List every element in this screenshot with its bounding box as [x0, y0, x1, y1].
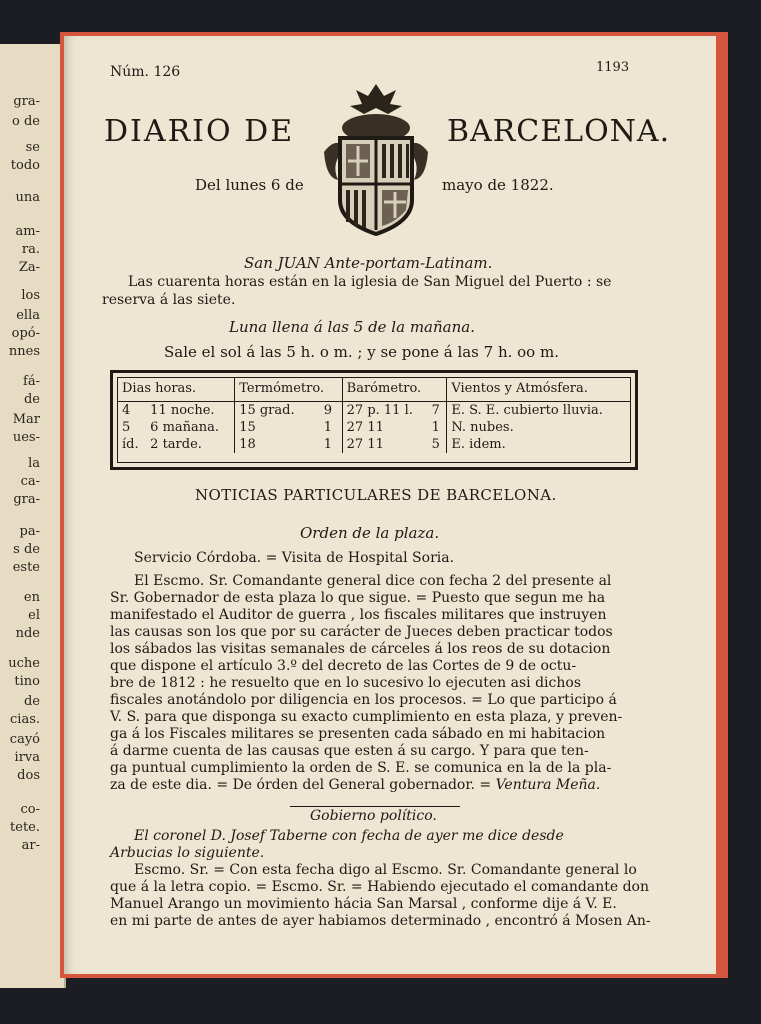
left-page-fragment: ar-	[21, 838, 40, 853]
left-page-fragment: tino	[14, 674, 40, 689]
left-page-fragment: cias.	[10, 712, 40, 727]
left-page-fragment: gra-	[13, 94, 40, 109]
servicio-line: Servicio Córdoba. = Visita de Hospital Soria.	[134, 550, 455, 566]
left-page-fragment: tete.	[10, 820, 40, 835]
page-number: 1193	[596, 60, 630, 75]
saint-of-day: San JUAN Ante-portam-Latinam.	[244, 254, 493, 272]
left-page-fragment: cayó	[9, 732, 40, 747]
weather-pressure-fraction: 1	[431, 420, 440, 435]
weather-hour: 11 noche.	[150, 403, 215, 418]
weather-wind: N. nubes.	[447, 419, 630, 436]
left-page-fragment: Za-	[18, 260, 40, 275]
section-heading-orden: Orden de la plaza.	[300, 524, 440, 542]
left-page-fragment: gra-	[13, 492, 40, 507]
weather-header-barometer: Barómetro.	[342, 378, 447, 402]
weather-header-winds: Vientos y Atmósfera.	[447, 378, 630, 402]
gobierno-body-line: que á la letra copio. = Escmo. Sr. = Habiendo ejecutado el comandante don	[110, 879, 649, 895]
date-weekday: Del lunes 6 de	[195, 176, 304, 194]
orden-body-line: manifestado el Auditor de guerra , los fiscales militares que instruyen	[110, 607, 607, 623]
left-page-fragment: ella	[16, 308, 40, 323]
orden-body-line: Sr. Gobernador de esta plaza lo que sigue. = Puesto que segun me ha	[110, 590, 606, 606]
weather-header-days: Dias horas.	[118, 378, 235, 402]
moon-phase: Luna llena á las 5 de la mañana.	[229, 318, 475, 336]
weather-temp-fraction: 9	[323, 403, 333, 418]
left-page	[0, 44, 66, 988]
orden-body-line: V. S. para que disponga su exacto cumplimiento en esta plaza, y preven-	[110, 709, 623, 725]
weather-hour: 2 tarde.	[150, 437, 202, 452]
forty-hours-line-1: Las cuarenta horas están en la iglesia de San Miguel del Puerto : se	[128, 274, 612, 290]
orden-body-line: ga á los Fiscales militares se presenten cada sábado en mi habitacion	[110, 726, 606, 742]
weather-temp: 15	[235, 419, 320, 436]
weather-wind: E. S. E. cubierto lluvia.	[447, 402, 630, 420]
orden-closing	[110, 777, 600, 793]
left-page-fragment: am-	[15, 224, 40, 239]
left-page-fragment: ra.	[21, 242, 40, 257]
weather-pressure-fraction: 5	[431, 437, 440, 452]
left-page-fragment: el	[28, 608, 40, 623]
newspaper-page	[64, 36, 716, 974]
weather-header-thermometer: Termómetro.	[235, 378, 342, 402]
left-page-fragment: s de	[13, 542, 40, 557]
masthead-title-right: BARCELONA.	[447, 114, 671, 149]
orden-body-line: fiscales anotándolo por diligencia en los procesos. = Lo que participo á	[110, 692, 617, 708]
gobierno-body-line: Manuel Arango un movimiento hácia San Marsal , conforme dije á V. E.	[110, 896, 617, 912]
orden-body-line: las causas son los que por su carácter de Jueces deben practicar todos	[110, 624, 613, 640]
sunrise-sunset: Sale el sol á las 5 h. o m. ; y se pone á las 7 h. oo m.	[164, 343, 559, 361]
weather-temp: 18	[235, 436, 320, 453]
weather-pressure-fraction: 7	[431, 403, 440, 418]
section-heading-gobierno: Gobierno político.	[310, 808, 437, 824]
forty-hours-line-2: reserva á las siete.	[102, 292, 236, 308]
left-page-fragment: se	[25, 140, 40, 155]
orden-body-line: á darme cuenta de las causas que esten á su cargo. Y para que ten-	[110, 743, 589, 759]
section-divider	[290, 806, 460, 807]
masthead-title-left: DIARIO DE	[104, 114, 295, 149]
left-page-fragment: o de	[12, 114, 40, 129]
coat-of-arms-icon	[316, 82, 436, 240]
weather-pressure: 27 p. 11 l.	[342, 402, 428, 420]
orden-body-line: ga puntual cumplimiento la orden de S. E. se comunica en la de la pla-	[110, 760, 612, 776]
left-page-fragment: ca-	[20, 474, 40, 489]
left-page-fragment: todo	[10, 158, 40, 173]
weather-temp-fraction: 1	[323, 437, 333, 452]
left-page-fragment: una	[15, 190, 40, 205]
gobierno-body-line: Escmo. Sr. = Con esta fecha digo al Escmo. Sr. Comandante general lo	[134, 862, 637, 878]
orden-body-line: bre de 1812 : he resuelto que en lo sucesivo lo ejecuten asi dichos	[110, 675, 582, 691]
left-page-fragment: la	[28, 456, 40, 471]
gobierno-body-line: Arbucias lo siguiente.	[110, 845, 265, 861]
left-page-fragment: Mar	[12, 412, 40, 427]
orden-body-line: los sábados las visitas semanales de cárceles á los reos de su dotacion	[110, 641, 611, 657]
left-page-fragment: pa-	[19, 524, 40, 539]
weather-row	[118, 419, 630, 436]
weather-day: 4	[122, 403, 131, 418]
left-page-fragment: de	[23, 694, 40, 709]
section-heading-noticias: NOTICIAS PARTICULARES DE BARCELONA.	[195, 486, 557, 504]
left-page-fragment: nnes	[8, 344, 40, 359]
left-page-fragment: uche	[8, 656, 40, 671]
orden-signature: Ventura Meña.	[495, 777, 601, 793]
gobierno-body-line: El coronel D. Josef Taberne con fecha de ayer me dice desde	[134, 828, 564, 844]
orden-body-line: El Escmo. Sr. Comandante general dice con fecha 2 del presente al	[134, 573, 612, 589]
weather-row	[118, 436, 630, 453]
orden-body-line: que dispone el artículo 3.º del decreto de las Cortes de 9 de octu-	[110, 658, 577, 674]
left-page-fragment: dos	[17, 768, 40, 783]
date-month-year: mayo de 1822.	[442, 176, 554, 194]
issue-number: Núm. 126	[110, 64, 181, 80]
left-page-fragment: irva	[14, 750, 40, 765]
left-page-fragment: este	[12, 560, 40, 575]
weather-temp-fraction: 1	[323, 420, 333, 435]
gobierno-body-line: en mi parte de antes de ayer habiamos determinado , encontró á Mosen An-	[110, 913, 651, 929]
left-page-fragment: co-	[20, 802, 40, 817]
weather-wind: E. idem.	[447, 436, 630, 453]
left-page-fragment: de	[23, 392, 40, 407]
left-page-fragment: opó-	[11, 326, 40, 341]
weather-temp: 15 grad.	[235, 402, 320, 420]
orden-closing-text: za de este dia. = De órden del General gobernador. =	[110, 777, 492, 793]
weather-pressure: 27 11	[342, 419, 428, 436]
left-page-fragment: los	[21, 288, 40, 303]
weather-pressure: 27 11	[342, 436, 428, 453]
left-page-fragment: en	[23, 590, 40, 605]
left-page-fragment: fá-	[23, 374, 40, 389]
left-page-fragment: nde	[15, 626, 40, 641]
weather-hour: 6 mañana.	[150, 420, 220, 435]
weather-day: íd.	[122, 437, 139, 452]
weather-table	[110, 370, 638, 470]
left-page-fragment: ues-	[12, 430, 40, 445]
weather-day: 5	[122, 420, 131, 435]
weather-row	[118, 402, 630, 420]
